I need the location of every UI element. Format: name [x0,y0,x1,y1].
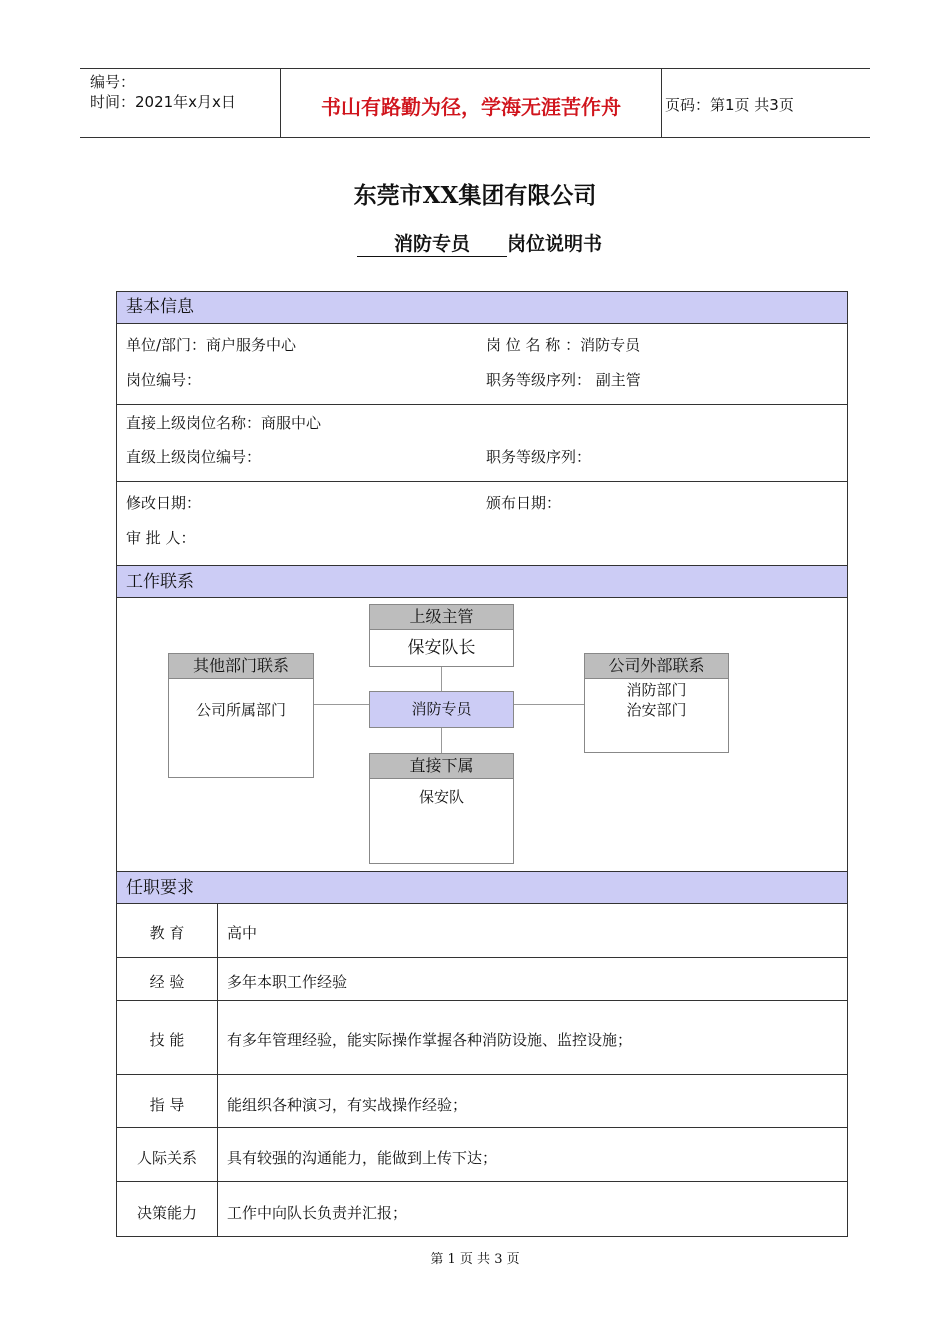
company-title: 东莞市XX集团有限公司 [353,182,597,209]
header-page-number: 页码：第1页 共3页 [665,96,794,114]
document-subtitle [357,229,602,257]
connector-left [313,704,370,705]
req-value-experience: 多年本职工作经验 [227,973,348,991]
section-requirements: 任职要求 [117,871,847,904]
divider [117,1000,847,1001]
other-dept-header: 其他部门联系 [168,653,314,679]
superior-header: 上级主管 [369,604,514,630]
divider [117,1181,847,1182]
external-header: 公司外部联系 [584,653,729,679]
job-description-form [116,291,848,1237]
divider [117,1127,847,1128]
publish-date: 颁布日期： [486,494,562,512]
req-value-decision: 工作中向队长负责并汇报； [227,1204,408,1222]
section-work-relations: 工作联系 [117,565,847,598]
superior-value: 保安队长 [407,638,476,658]
requirements-column-divider [217,903,218,1236]
external-value-2: 治安部门 [626,701,687,719]
header-left [80,69,280,137]
divider [117,1074,847,1075]
subordinate-value: 保安队 [418,788,464,806]
section-basic-info: 基本信息 [117,292,847,324]
page-header [80,68,870,138]
position-name: 岗 位 名 称 ：消防专员 [486,336,641,354]
subordinate-header: 直接下属 [369,753,514,779]
approver: 审 批 人： [126,529,196,547]
modify-date: 修改日期： [126,494,202,512]
page-footer: 第 1 页 共 3 页 [430,1252,520,1267]
connector-top [441,667,442,691]
superior-position-code: 直级上级岗位编号： [126,448,262,466]
req-value-guidance: 能组织各种演习，有实战操作经验； [227,1096,468,1114]
req-label-skills: 技 能 [149,1031,185,1049]
superior-grade-series: 职务等级序列： [486,448,592,466]
document-number: 编号： [90,73,136,91]
divider [117,481,847,482]
superior-position-name: 直接上级岗位名称：商服中心 [126,414,322,432]
doc-type: 岗位说明书 [507,233,603,255]
document-time: 时间：2021年x月x日 [90,93,236,111]
req-label-education: 教 育 [149,924,185,942]
position-code: 岗位编号： [126,371,202,389]
connector-right [513,704,585,705]
req-label-decision: 决策能力 [136,1204,197,1222]
header-motto-cell [280,69,662,137]
position-title: 消防专员 [357,229,507,257]
other-dept-value: 公司所属部门 [195,701,286,719]
req-value-interpersonal: 具有较强的沟通能力，能做到上传下达； [227,1149,498,1167]
divider [117,404,847,405]
req-label-interpersonal: 人际关系 [136,1149,197,1167]
external-value-1: 消防部门 [626,681,687,699]
unit-department: 单位/部门：商户服务中心 [126,336,297,354]
grade-series: 职务等级序列： 副主管 [486,371,641,389]
center-position-box: 消防专员 [369,691,514,728]
motto: 书山有路勤为径，学海无涯苦作舟 [321,95,621,119]
req-value-education: 高中 [227,924,258,942]
req-label-experience: 经 验 [149,973,185,991]
req-label-guidance: 指 导 [149,1096,185,1114]
connector-bottom [441,728,442,753]
req-value-skills: 有多年管理经验，能实际操作掌握各种消防设施、监控设施； [227,1031,633,1049]
divider [117,957,847,958]
